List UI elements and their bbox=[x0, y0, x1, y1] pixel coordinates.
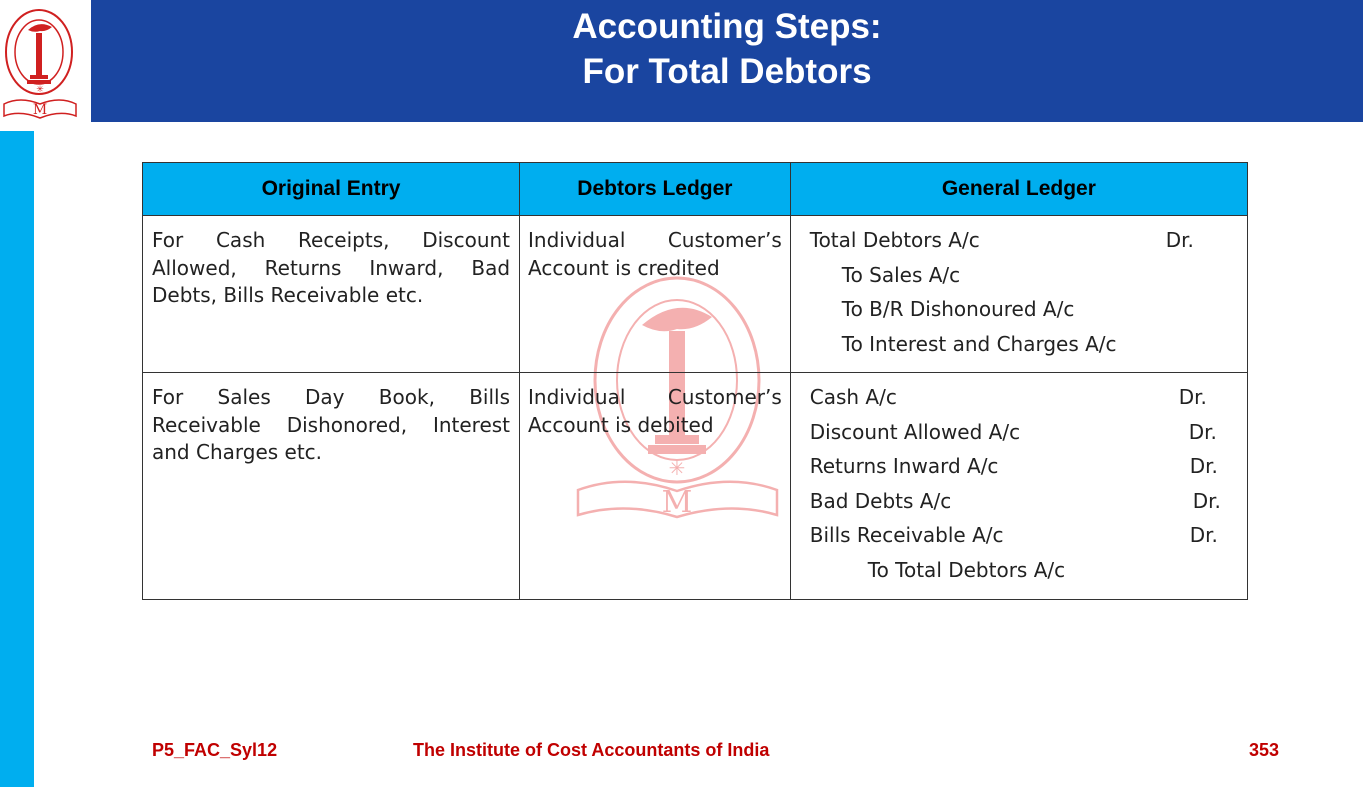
debit-marker: Dr. bbox=[1188, 419, 1217, 444]
debit-marker: Dr. bbox=[1189, 454, 1218, 478]
account-name: To Sales A/c bbox=[841, 262, 961, 287]
account-name: Cash A/c bbox=[809, 385, 897, 409]
left-accent-bar bbox=[0, 131, 34, 787]
header-original-entry: Original Entry bbox=[143, 163, 520, 216]
journal-line bbox=[810, 261, 1227, 296]
debtors-ledger-text: Individual Customer’s Account is credited bbox=[528, 228, 782, 280]
original-entry-text: For Sales Day Book, Bills Receivable Dishonored, Interest and Charges etc. bbox=[152, 385, 511, 464]
general-ledger-cell bbox=[790, 216, 1247, 373]
header-debtors-ledger: Debtors Ledger bbox=[520, 163, 791, 216]
original-entry-cell bbox=[143, 216, 520, 373]
table-header-row bbox=[143, 163, 1248, 216]
slide-title bbox=[91, 4, 1363, 94]
svg-text:✳: ✳ bbox=[36, 84, 44, 94]
debit-marker: Dr. bbox=[1189, 523, 1218, 547]
original-entry-text: For Cash Receipts, Discount Allowed, Returns Inward, Bad Debts, Bills Receivable etc. bbox=[152, 228, 511, 307]
svg-text:✳: ✳ bbox=[668, 458, 686, 480]
footer-institute: The Institute of Cost Accountants of India bbox=[413, 740, 770, 760]
account-name: Bad Debts A/c bbox=[809, 488, 952, 513]
account-name: Discount Allowed A/c bbox=[809, 419, 1021, 444]
journal-line bbox=[810, 521, 1227, 556]
table-row bbox=[143, 216, 1248, 373]
accounting-steps-table bbox=[142, 162, 1248, 600]
journal-line bbox=[810, 383, 1227, 418]
debit-marker: Dr. bbox=[1178, 385, 1207, 409]
account-name: To Interest and Charges A/c bbox=[841, 331, 1117, 356]
footer-page-number: 353 bbox=[1249, 740, 1280, 760]
journal-line bbox=[810, 487, 1227, 522]
footer-code: P5_FAC_Syl12 bbox=[152, 740, 278, 760]
account-name: To B/R Dishonoured A/c bbox=[841, 297, 1075, 321]
journal-line bbox=[810, 418, 1227, 453]
svg-text:M: M bbox=[32, 102, 48, 118]
header-general-ledger: General Ledger bbox=[790, 163, 1247, 216]
debit-marker: Dr. bbox=[1165, 228, 1194, 252]
journal-line bbox=[810, 226, 1227, 261]
title-line-2: For Total Debtors bbox=[582, 52, 872, 91]
account-name: To Total Debtors A/c bbox=[867, 557, 1066, 582]
debit-marker: Dr. bbox=[1192, 488, 1221, 513]
debtors-ledger-cell bbox=[520, 216, 791, 373]
account-name: Total Debtors A/c bbox=[809, 228, 980, 252]
journal-line bbox=[810, 330, 1227, 365]
journal-line bbox=[810, 556, 1227, 591]
table-row bbox=[143, 373, 1248, 600]
debtors-ledger-cell bbox=[520, 373, 791, 600]
general-ledger-cell bbox=[790, 373, 1247, 600]
journal-line bbox=[810, 452, 1227, 487]
journal-line bbox=[810, 295, 1227, 330]
account-name: Returns Inward A/c bbox=[809, 454, 999, 478]
original-entry-cell bbox=[143, 373, 520, 600]
institute-emblem-icon bbox=[0, 0, 91, 122]
title-line-1: Accounting Steps: bbox=[572, 7, 882, 46]
debtors-ledger-text: Individual Customer’s Account is debited bbox=[528, 385, 782, 437]
account-name: Bills Receivable A/c bbox=[809, 523, 1004, 547]
svg-text:M: M bbox=[661, 485, 693, 520]
institute-logo bbox=[0, 0, 91, 122]
